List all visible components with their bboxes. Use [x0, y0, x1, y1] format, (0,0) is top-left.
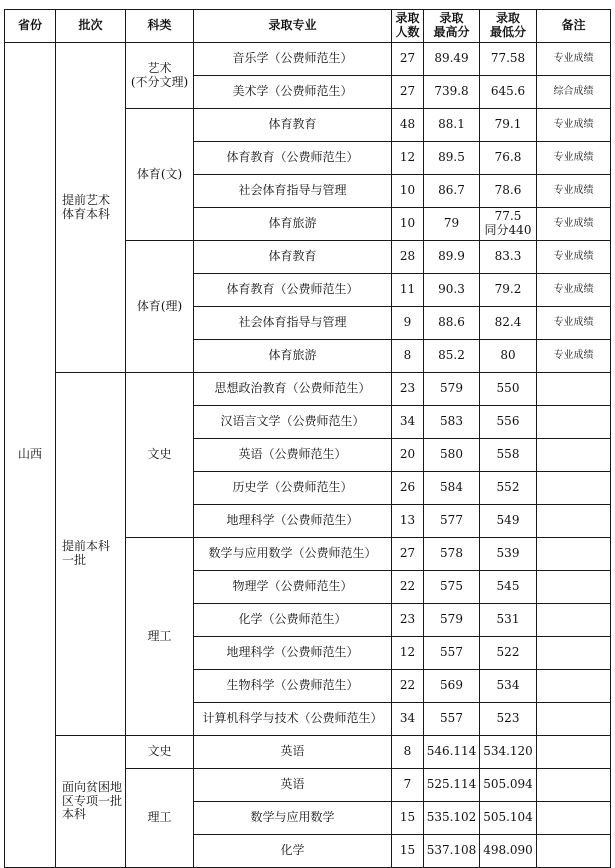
min-score-cell: 498.090	[480, 835, 537, 868]
max-score-cell: 525.114	[424, 769, 480, 802]
header-count: 录取 人数	[392, 10, 424, 43]
min-score-cell: 505.094	[480, 769, 537, 802]
min-score-cell: 80	[480, 340, 537, 373]
min-score-cell: 523	[480, 703, 537, 736]
note-cell	[537, 670, 611, 703]
header-max: 录取 最高分	[424, 10, 480, 43]
min-score-cell: 545	[480, 571, 537, 604]
min-score-cell: 556	[480, 406, 537, 439]
major-cell: 社会体育指导与管理	[194, 307, 392, 340]
major-cell: 数学与应用数学（公费师范生）	[194, 538, 392, 571]
min-score-cell: 534.120	[480, 736, 537, 769]
note-cell: 专业成绩	[537, 43, 611, 76]
min-score-cell: 78.6	[480, 175, 537, 208]
max-score-cell: 575	[424, 571, 480, 604]
count-cell: 10	[392, 208, 424, 241]
major-cell: 英语	[194, 769, 392, 802]
min-score-cell: 82.4	[480, 307, 537, 340]
max-score-cell: 580	[424, 439, 480, 472]
max-score-cell: 88.6	[424, 307, 480, 340]
note-cell	[537, 604, 611, 637]
count-cell: 23	[392, 604, 424, 637]
note-cell	[537, 835, 611, 868]
min-score-cell: 552	[480, 472, 537, 505]
max-score-cell: 557	[424, 703, 480, 736]
note-cell	[537, 769, 611, 802]
table-row	[5, 373, 611, 406]
major-cell: 汉语言文学（公费师范生）	[194, 406, 392, 439]
min-score-cell: 77.5 同分440	[480, 208, 537, 241]
category-cell: 理工	[126, 538, 194, 736]
count-cell: 20	[392, 439, 424, 472]
count-cell: 7	[392, 769, 424, 802]
major-cell: 体育教育	[194, 241, 392, 274]
max-score-cell: 583	[424, 406, 480, 439]
count-cell: 22	[392, 670, 424, 703]
note-cell	[537, 736, 611, 769]
note-cell	[537, 439, 611, 472]
count-cell: 12	[392, 637, 424, 670]
count-cell: 34	[392, 406, 424, 439]
major-cell: 体育旅游	[194, 208, 392, 241]
min-score-cell: 550	[480, 373, 537, 406]
min-score-cell: 79.1	[480, 109, 537, 142]
max-score-cell: 89.5	[424, 142, 480, 175]
note-cell	[537, 505, 611, 538]
batch-cell: 提前本科 一批	[56, 373, 126, 736]
admission-document	[4, 9, 610, 868]
province-cell: 山西	[5, 43, 56, 868]
max-score-cell: 557	[424, 637, 480, 670]
note-cell: 专业成绩	[537, 241, 611, 274]
major-cell: 思想政治教育（公费师范生）	[194, 373, 392, 406]
note-cell: 专业成绩	[537, 208, 611, 241]
min-score-cell: 531	[480, 604, 537, 637]
max-score-cell: 86.7	[424, 175, 480, 208]
category-cell: 文史	[126, 736, 194, 769]
max-score-cell: 584	[424, 472, 480, 505]
major-cell: 体育教育（公费师范生）	[194, 274, 392, 307]
major-cell: 地理科学（公费师范生）	[194, 505, 392, 538]
major-cell: 生物科学（公费师范生）	[194, 670, 392, 703]
major-cell: 英语	[194, 736, 392, 769]
max-score-cell: 85.2	[424, 340, 480, 373]
category-cell: 体育(文)	[126, 109, 194, 241]
max-score-cell: 88.1	[424, 109, 480, 142]
max-score-cell: 535.102	[424, 802, 480, 835]
max-score-cell: 89.49	[424, 43, 480, 76]
max-score-cell: 569	[424, 670, 480, 703]
header-batch: 批次	[56, 10, 126, 43]
max-score-cell: 79	[424, 208, 480, 241]
count-cell: 27	[392, 76, 424, 109]
batch-cell: 提前艺术 体育本科	[56, 43, 126, 373]
min-score-cell: 534	[480, 670, 537, 703]
major-cell: 计算机科学与技术（公费师范生）	[194, 703, 392, 736]
min-score-cell: 505.104	[480, 802, 537, 835]
major-cell: 体育旅游	[194, 340, 392, 373]
note-cell: 专业成绩	[537, 109, 611, 142]
major-cell: 化学（公费师范生）	[194, 604, 392, 637]
category-cell: 艺术 (不分文理)	[126, 43, 194, 109]
max-score-cell: 90.3	[424, 274, 480, 307]
min-score-cell: 77.58	[480, 43, 537, 76]
major-cell: 社会体育指导与管理	[194, 175, 392, 208]
count-cell: 8	[392, 340, 424, 373]
count-cell: 15	[392, 802, 424, 835]
note-cell	[537, 703, 611, 736]
major-cell: 体育教育（公费师范生）	[194, 142, 392, 175]
min-score-cell: 539	[480, 538, 537, 571]
header-major: 录取专业	[194, 10, 392, 43]
max-score-cell: 739.8	[424, 76, 480, 109]
note-cell: 专业成绩	[537, 307, 611, 340]
major-cell: 美术学（公费师范生）	[194, 76, 392, 109]
header-province: 省份	[5, 10, 56, 43]
note-cell	[537, 802, 611, 835]
count-cell: 48	[392, 109, 424, 142]
table-row	[5, 736, 611, 769]
note-cell: 综合成绩	[537, 76, 611, 109]
admission-score-table	[4, 9, 611, 868]
note-cell	[537, 406, 611, 439]
max-score-cell: 579	[424, 604, 480, 637]
count-cell: 9	[392, 307, 424, 340]
count-cell: 10	[392, 175, 424, 208]
count-cell: 27	[392, 43, 424, 76]
note-cell: 专业成绩	[537, 340, 611, 373]
min-score-cell: 549	[480, 505, 537, 538]
batch-cell: 面向贫困地 区专项一批 本科	[56, 736, 126, 868]
major-cell: 地理科学（公费师范生）	[194, 637, 392, 670]
count-cell: 13	[392, 505, 424, 538]
count-cell: 34	[392, 703, 424, 736]
category-cell: 体育(理)	[126, 241, 194, 373]
major-cell: 英语（公费师范生）	[194, 439, 392, 472]
max-score-cell: 578	[424, 538, 480, 571]
count-cell: 15	[392, 835, 424, 868]
max-score-cell: 577	[424, 505, 480, 538]
major-cell: 音乐学（公费师范生）	[194, 43, 392, 76]
max-score-cell: 89.9	[424, 241, 480, 274]
min-score-cell: 645.6	[480, 76, 537, 109]
count-cell: 8	[392, 736, 424, 769]
major-cell: 物理学（公费师范生）	[194, 571, 392, 604]
count-cell: 22	[392, 571, 424, 604]
note-cell: 专业成绩	[537, 142, 611, 175]
note-cell	[537, 472, 611, 505]
major-cell: 历史学（公费师范生）	[194, 472, 392, 505]
major-cell: 数学与应用数学	[194, 802, 392, 835]
count-cell: 12	[392, 142, 424, 175]
major-cell: 化学	[194, 835, 392, 868]
note-cell: 专业成绩	[537, 274, 611, 307]
table-row	[5, 43, 611, 76]
note-cell	[537, 538, 611, 571]
note-cell	[537, 571, 611, 604]
count-cell: 28	[392, 241, 424, 274]
header-note: 备注	[537, 10, 611, 43]
max-score-cell: 546.114	[424, 736, 480, 769]
note-cell	[537, 637, 611, 670]
count-cell: 23	[392, 373, 424, 406]
header-category: 科类	[126, 10, 194, 43]
note-cell	[537, 373, 611, 406]
header-min: 录取 最低分	[480, 10, 537, 43]
category-cell: 理工	[126, 769, 194, 868]
min-score-cell: 522	[480, 637, 537, 670]
min-score-cell: 83.3	[480, 241, 537, 274]
header-row	[5, 10, 611, 43]
min-score-cell: 79.2	[480, 274, 537, 307]
min-score-cell: 558	[480, 439, 537, 472]
count-cell: 27	[392, 538, 424, 571]
note-cell: 专业成绩	[537, 175, 611, 208]
min-score-cell: 76.8	[480, 142, 537, 175]
max-score-cell: 579	[424, 373, 480, 406]
count-cell: 11	[392, 274, 424, 307]
category-cell: 文史	[126, 373, 194, 538]
max-score-cell: 537.108	[424, 835, 480, 868]
major-cell: 体育教育	[194, 109, 392, 142]
count-cell: 26	[392, 472, 424, 505]
